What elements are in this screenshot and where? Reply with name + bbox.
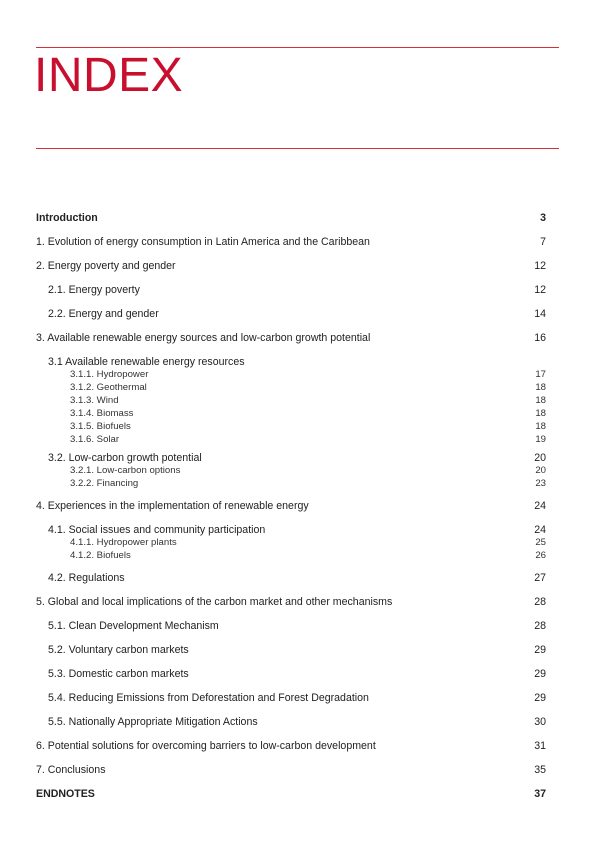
toc-entry[interactable]	[36, 433, 546, 451]
toc-entry[interactable]	[36, 307, 546, 331]
toc-entry[interactable]	[36, 235, 546, 259]
toc-entry[interactable]	[36, 477, 546, 499]
top-rule	[36, 47, 559, 48]
toc-page: 14	[534, 308, 546, 320]
toc-page: 20	[534, 452, 546, 464]
toc-entry[interactable]	[36, 211, 546, 235]
toc-entry[interactable]	[36, 595, 546, 619]
toc-label: 2.1. Energy poverty	[48, 284, 140, 296]
toc-entry[interactable]	[36, 407, 546, 420]
toc-entry[interactable]	[36, 619, 546, 643]
toc-label: 3.1.2. Geothermal	[70, 382, 147, 393]
toc-label: 3.2. Low-carbon growth potential	[48, 452, 202, 464]
page-title: INDEX	[34, 49, 184, 102]
toc-entry[interactable]	[36, 381, 546, 394]
toc-label: 3.1.5. Biofuels	[70, 421, 131, 432]
toc-page: 29	[534, 668, 546, 680]
toc-page: 17	[535, 369, 546, 380]
toc-entry[interactable]	[36, 763, 546, 787]
toc-page: 35	[534, 764, 546, 776]
toc-entry[interactable]	[36, 283, 546, 307]
toc-label: 7. Conclusions	[36, 764, 106, 776]
toc-entry[interactable]	[36, 643, 546, 667]
toc-label: 4.1.1. Hydropower plants	[70, 537, 177, 548]
bottom-rule	[36, 148, 559, 149]
toc-page: 18	[535, 421, 546, 432]
toc-entry[interactable]	[36, 355, 546, 368]
toc-page: 29	[534, 644, 546, 656]
toc-page: 26	[535, 550, 546, 561]
toc-page: 30	[534, 716, 546, 728]
toc-page: 18	[535, 382, 546, 393]
toc-label: 3.1 Available renewable energy resources	[48, 356, 245, 368]
toc-entry[interactable]	[36, 259, 546, 283]
toc-entry[interactable]	[36, 451, 546, 464]
toc-page: 7	[540, 236, 546, 248]
toc-entry[interactable]	[36, 667, 546, 691]
toc-label: 2.2. Energy and gender	[48, 308, 159, 320]
toc-entry[interactable]	[36, 571, 546, 595]
toc-label: 5.2. Voluntary carbon markets	[48, 644, 189, 656]
toc-label: 4.2. Regulations	[48, 572, 125, 584]
toc-page: 24	[534, 524, 546, 536]
toc-label: 3.1.6. Solar	[70, 434, 120, 445]
toc-page: 12	[534, 260, 546, 272]
toc-page: 3	[540, 212, 546, 224]
toc-entry[interactable]	[36, 394, 546, 407]
toc-page: 20	[535, 465, 546, 476]
toc-page: 18	[535, 408, 546, 419]
toc-label: ENDNOTES	[36, 788, 95, 800]
toc-page: 29	[534, 692, 546, 704]
toc-label: 3.1.1. Hydropower	[70, 369, 149, 380]
toc-page: 23	[535, 478, 546, 489]
toc-entry[interactable]	[36, 715, 546, 739]
toc-label: 5.1. Clean Development Mechanism	[48, 620, 219, 632]
toc-page: 25	[535, 537, 546, 548]
toc-label: 5.3. Domestic carbon markets	[48, 668, 189, 680]
toc-label: 4.1. Social issues and community participation	[48, 524, 266, 536]
toc-entry[interactable]	[36, 331, 546, 355]
toc-entry[interactable]	[36, 499, 546, 523]
toc-label: 2. Energy poverty and gender	[36, 260, 176, 272]
toc-label: 3.2.1. Low-carbon options	[70, 465, 181, 476]
toc-label: 1. Evolution of energy consumption in Latin America and the Caribbean	[36, 236, 370, 248]
toc-page: 28	[534, 596, 546, 608]
toc-label: 3.1.4. Biomass	[70, 408, 134, 419]
toc-entry[interactable]	[36, 739, 546, 763]
toc-label: 6. Potential solutions for overcoming barriers to low-carbon development	[36, 740, 376, 752]
toc-entry[interactable]	[36, 523, 546, 536]
toc-entry[interactable]	[36, 549, 546, 571]
toc-page: 19	[535, 434, 546, 445]
toc-label: Introduction	[36, 212, 98, 224]
toc-page: 18	[535, 395, 546, 406]
toc-page: 31	[534, 740, 546, 752]
toc-entry[interactable]	[36, 691, 546, 715]
toc-page: 16	[534, 332, 546, 344]
toc-page: 27	[534, 572, 546, 584]
toc-label: 5.5. Nationally Appropriate Mitigation Actions	[48, 716, 258, 728]
toc-label: 3.2.2. Financing	[70, 478, 139, 489]
toc-page: 28	[534, 620, 546, 632]
toc-page: 37	[534, 788, 546, 800]
toc-page: 24	[534, 500, 546, 512]
toc-page: 12	[534, 284, 546, 296]
toc-label: 5. Global and local implications of the carbon market and other mechanisms	[36, 596, 393, 608]
table-of-contents	[36, 211, 546, 811]
toc-entry[interactable]	[36, 787, 546, 811]
toc-label: 5.4. Reducing Emissions from Deforestation and Forest Degradation	[48, 692, 369, 704]
toc-entry[interactable]	[36, 368, 546, 381]
toc-entry[interactable]	[36, 536, 546, 549]
toc-entry[interactable]	[36, 420, 546, 433]
toc-label: 3. Available renewable energy sources and low-carbon growth potential	[36, 332, 371, 344]
toc-label: 4. Experiences in the implementation of renewable energy	[36, 500, 309, 512]
toc-label: 3.1.3. Wind	[70, 395, 119, 406]
toc-entry[interactable]	[36, 464, 546, 477]
toc-label: 4.1.2. Biofuels	[70, 550, 131, 561]
